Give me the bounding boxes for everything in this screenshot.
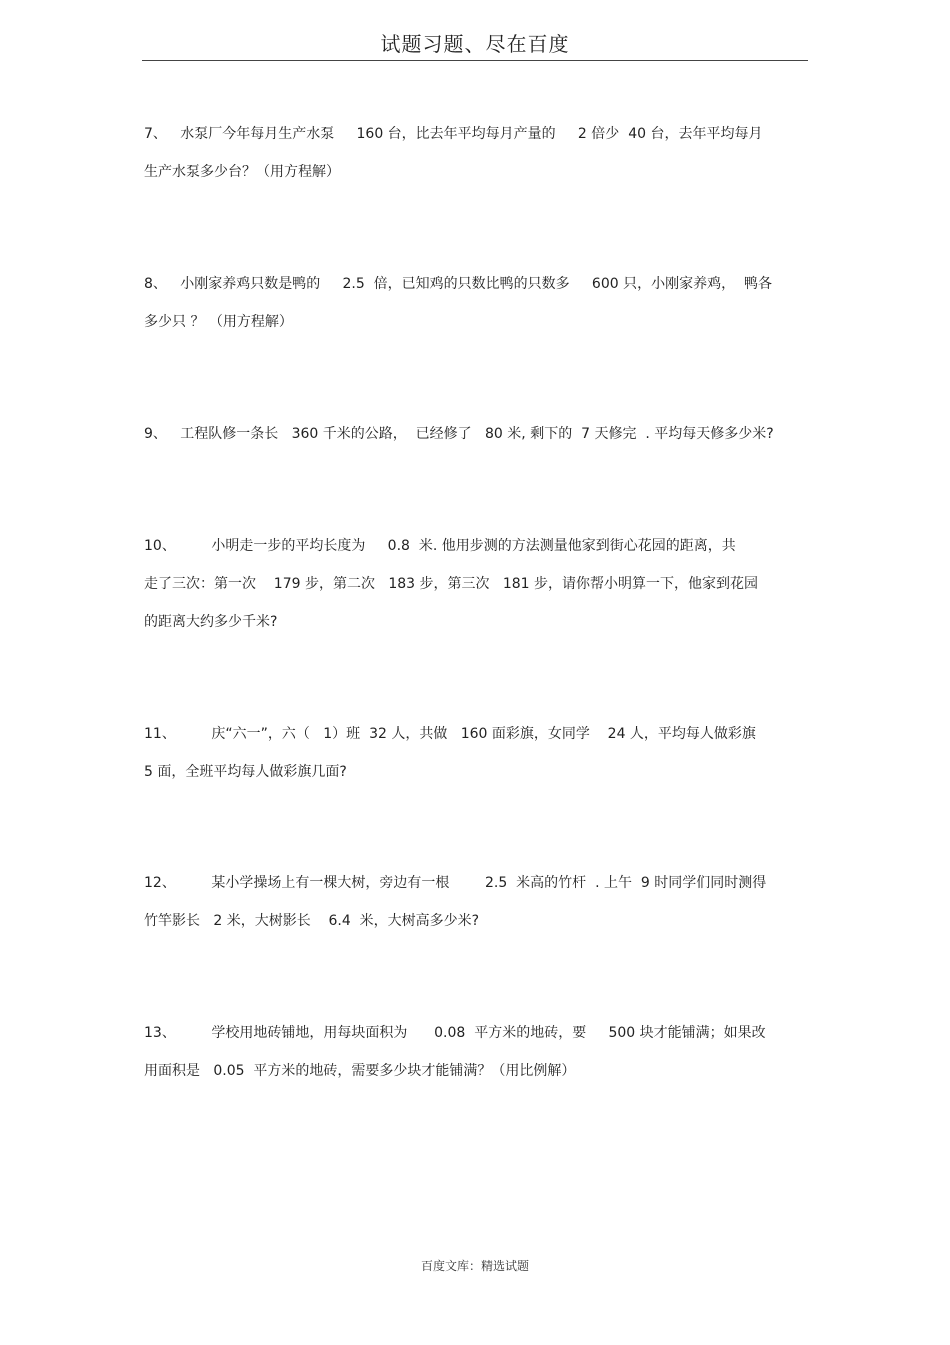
question-line: 走了三次：第一次 179 步，第二次 183 步，第三次 181 步，请你帮小明算一下，他家到花园 xyxy=(144,576,759,592)
question-line: 8、 小刚家养鸡只数是鸭的 2.5 倍，已知鸡的只数比鸭的只数多 600 只，小刚家养鸡， 鸭各 xyxy=(144,276,772,292)
question-line: 12、 某小学操场上有一棵大树，旁边有一根 2.5 米高的竹杆 . 上午 9 时同学们同时测得 xyxy=(144,875,767,891)
header-divider xyxy=(142,60,808,61)
question-line: 生产水泵多少台？（用方程解） xyxy=(144,164,340,180)
question-line: 13、 学校用地砖铺地，用每块面积为 0.08 平方米的地砖，要 500 块才能铺满；如果改 xyxy=(144,1025,766,1041)
question-line: 11、 庆“六一”，六（ 1）班 32 人，共做 160 面彩旗，女同学 24 人，平均每人做彩旗 xyxy=(144,726,756,742)
question-line: 多少只 ？ （用方程解） xyxy=(144,314,293,330)
question-9 xyxy=(144,415,808,453)
question-line: 9、 工程队修一条长 360 千米的公路， 已经修了 80 米, 剩下的 7 天修完 . 平均每天修多少米? xyxy=(144,426,774,442)
question-line: 竹竿影长 2 米，大树影长 6.4 米，大树高多少米? xyxy=(144,913,480,929)
question-13 xyxy=(144,1014,808,1090)
question-line: 7、 水泵厂今年每月生产水泵 160 台，比去年平均每月产量的 2 倍少 40 台，去年平均每月 xyxy=(144,126,763,142)
question-7 xyxy=(144,115,808,191)
question-11 xyxy=(144,715,808,791)
question-line: 用面积是 0.05 平方米的地砖，需要多少块才能铺满？（用比例解） xyxy=(144,1063,576,1079)
question-line: 的距离大约多少千米? xyxy=(144,614,278,630)
question-8 xyxy=(144,265,808,341)
page-footer: 百度文库：精选试题 xyxy=(420,1259,529,1273)
page-header-title: 试题习题、尽在百度 xyxy=(380,32,570,56)
question-12 xyxy=(144,864,808,940)
question-10 xyxy=(144,527,808,641)
question-line: 10、 小明走一步的平均长度为 0.8 米. 他用步测的方法测量他家到街心花园的距离，共 xyxy=(144,538,736,554)
question-line: 5 面，全班平均每人做彩旗几面? xyxy=(144,764,347,780)
